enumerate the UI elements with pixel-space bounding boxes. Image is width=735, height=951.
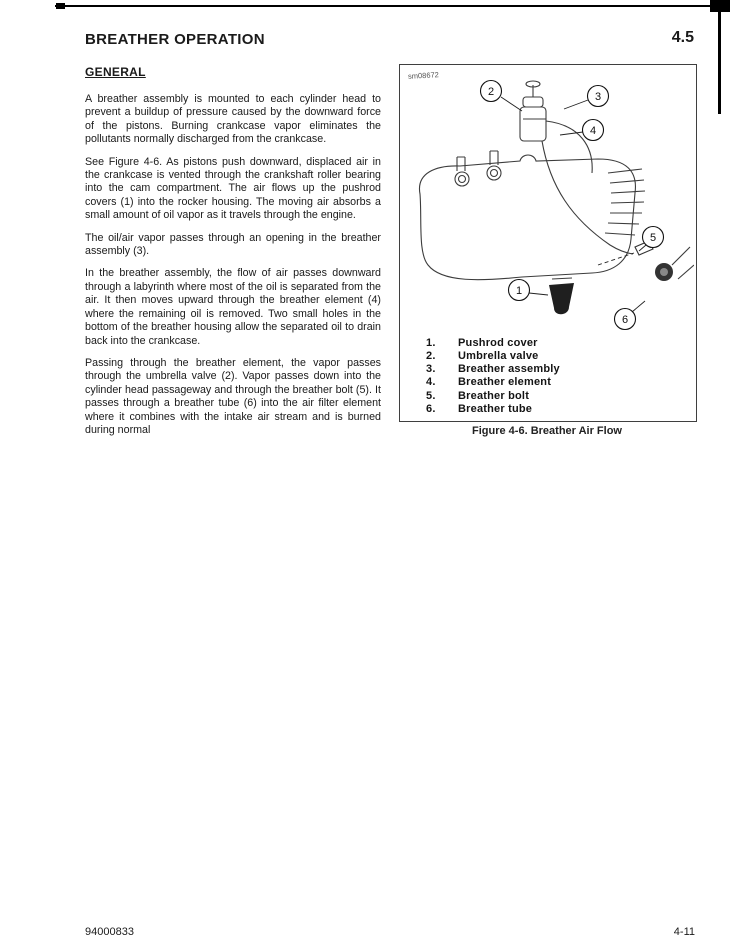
legend-item [400,403,696,416]
paragraph-4: In the breather assembly, the flow of air passes downward through a labyrinth where most of the oil is separated from the air. It then moves upward through the breather element (4) where the remaining oil is removed. Two small holes in the bottom of the breather housing allow the separated oil to drain back into the crankcase. [85,267,381,347]
paragraph-2: See Figure 4-6. As pistons push downward, displaced air in the crankcase is vented through the crankshaft roller bearing into the cam compartment. The air flows up the pushrod covers (1) into the rocker housing. The moving air absorbs a small amount of oil vapor as it travels through the engine. [85,155,381,222]
legend-item [400,363,696,376]
pushrod-cover-top [552,278,572,279]
paragraph-5: Passing through the breather element, the vapor passes through the umbrella valve (2). Vapor passes down into the cylinder head passageway and through the breather bolt (5). It passes through a breather tube (6) into the air filter element where it combines with the intake air stream and is burned during normal [85,356,381,436]
leader-3 [564,100,588,109]
figure-caption: Figure 4-6. Breather Air Flow [472,425,622,437]
leader-2 [501,97,522,111]
body-text-column [85,93,381,446]
document-number: 94000833 [85,926,134,938]
cylinder-head-outline [419,155,635,280]
legend-label: Umbrella valve [458,349,539,362]
callout-6 [615,309,636,330]
callout-5 [643,227,664,248]
breather-diagram [402,69,694,341]
general-heading: GENERAL [85,65,146,79]
legend-item [400,390,696,403]
figure-box [399,64,697,422]
figure-legend [400,337,696,416]
legend-num: 1. [426,336,436,349]
cooling-fins [605,169,645,235]
leader-6 [632,301,645,312]
callout-3 [588,86,609,107]
legend-num: 6. [426,402,436,415]
callout-6-label: 6 [621,314,629,326]
callout-1-label: 1 [515,285,523,297]
legend-num: 4. [426,376,436,389]
legend-label: Pushrod cover [458,336,538,349]
leader-4 [560,132,583,135]
legend-num: 2. [426,349,436,362]
callout-5-label: 5 [649,232,657,244]
valve-springs [455,151,501,186]
breather-tube-shape [655,247,694,281]
callout-3-label: 3 [594,91,602,103]
callout-4-label: 4 [589,125,597,137]
bolt-dashed-line [598,253,634,265]
legend-item [400,337,696,350]
scan-artifact-right-line [718,4,721,114]
section-number: 4.5 [671,29,694,46]
paragraph-1: A breather assembly is mounted to each cylinder head to prevent a buildup of pressure caused by the downward force of the pistons. Burning crankcase vapor eliminates the pollutants normally discharged from the crankcase. [85,93,381,146]
callout-2 [481,81,502,102]
paragraph-3: The oil/air vapor passes through an opening in the breather assembly (3). [85,231,381,258]
scan-artifact-top-left [56,3,65,9]
legend-item [400,376,696,389]
legend-label: Breather bolt [458,389,530,402]
legend-label: Breather element [458,376,552,389]
figure-art-code: sm08672 [407,70,440,81]
breather-assembly-shape [520,81,546,141]
callout-1 [509,280,530,301]
page-title: BREATHER OPERATION [85,31,265,48]
legend-label: Breather assembly [458,363,560,376]
legend-num: 3. [426,363,436,376]
callout-4 [583,120,604,141]
callout-2-label: 2 [487,86,495,98]
scan-artifact-top-line [55,5,719,7]
page-number: 4-11 [673,926,695,938]
legend-item [400,350,696,363]
pushrod-cover-shape [549,283,574,314]
legend-label: Breather tube [458,402,533,415]
leader-1 [529,293,548,295]
legend-num: 5. [426,389,436,402]
vapor-tube-2 [542,141,633,254]
